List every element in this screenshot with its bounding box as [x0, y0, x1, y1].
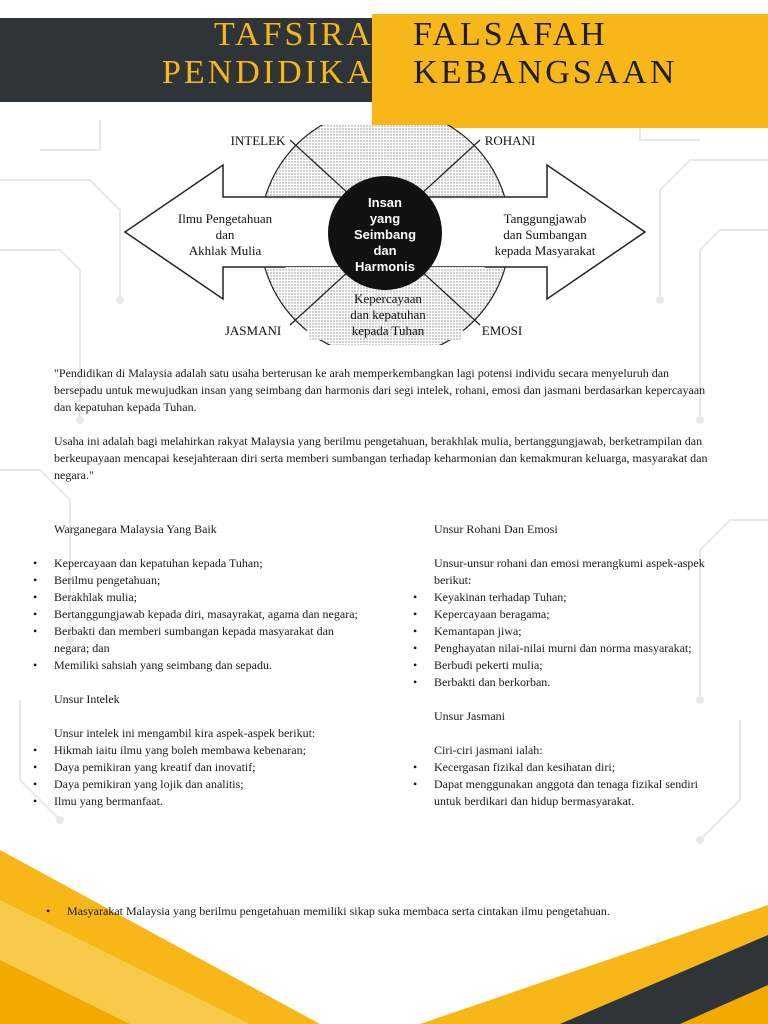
bullet-icon: • [33, 573, 38, 587]
list-item: • Berakhlak mulia; [33, 590, 137, 604]
intro-paragraph-1: "Pendidikan di Malaysia adalah satu usaha berterusan ke arah memperkembangkan lagi potensi individu secara menyeluruh dan bersepadu untuk mewujudkan insan yang seimbang dan harmonis dari segi intelek, rohani, emosi dan jasmani berdasarkan kepercayaan dan kepatuhan kepada Tuhan. [54, 366, 706, 414]
center-label-2: yang [369, 211, 401, 226]
intelek-title: Unsur Intelek [54, 692, 120, 706]
center-label-1: Insan [368, 195, 402, 210]
warganegara-list [33, 555, 368, 674]
list-item: • Penghayatan nilai-nilai murni dan norma masyarakat; [413, 641, 692, 655]
jasmani-title: Unsur Jasmani [434, 709, 505, 723]
bullet-icon: • [33, 794, 38, 808]
bullet-icon: • [413, 641, 418, 655]
bottom-text-1: Kepercayaan [354, 291, 422, 306]
rohani-title: Unsur Rohani Dan Emosi [434, 522, 558, 536]
page-title-line-1: TAFSIRAN FALSAFAH [214, 16, 608, 53]
bullet-icon: • [33, 556, 38, 570]
label-rohani: ROHANI [484, 133, 536, 148]
list-item: • Berbudi pekerti mulia; [413, 658, 543, 672]
page-title-line-2: PENDIDIKAN KEBANGSAAN [162, 54, 678, 91]
bottom-note [46, 903, 726, 920]
bottom-text-3: kepada Tuhan [351, 323, 425, 338]
bullet-icon: • [413, 607, 418, 621]
list-item: • Daya pemikiran yang kreatif dan inovatif; [33, 760, 256, 774]
list-item: • Kepercayaan dan kepatuhan kepada Tuhan; [33, 556, 263, 570]
bottom-note-list [46, 903, 726, 920]
bullet-icon: • [33, 624, 38, 638]
jasmani-list [413, 759, 713, 810]
bullet-icon: • [33, 658, 38, 672]
bullet-icon: • [33, 743, 38, 757]
bullet-icon: • [33, 607, 38, 621]
list-item: • Berilmu pengetahuan; [33, 573, 161, 587]
bullet-icon: • [46, 904, 51, 918]
bullet-icon: • [413, 590, 418, 604]
intelek-intro: Unsur intelek ini mengambil kira aspek-aspek berikut: [54, 726, 316, 740]
list-item: • Masyarakat Malaysia yang berilmu pengetahuan memiliki sikap suka membaca serta cintakan ilmu pengetahuan. [46, 904, 610, 918]
list-item: • Daya pemikiran yang lojik dan analitis; [33, 777, 244, 791]
bullet-icon: • [33, 777, 38, 791]
center-label-4: dan [373, 243, 397, 258]
label-intelek: INTELEK [230, 133, 286, 148]
list-item: • Memiliki sahsiah yang seimbang dan sepadu. [33, 658, 272, 672]
bottom-text-2: dan kepatuhan [350, 307, 426, 322]
bullet-icon: • [413, 760, 418, 774]
bullet-icon: • [413, 624, 418, 638]
list-item: • Dapat menggunakan anggota dan tenaga fizikal sendiri untuk berdikari dan hidup bermasyarakat. [413, 777, 698, 808]
center-label-3: Seimbang [353, 227, 417, 242]
label-emosi: EMOSI [481, 323, 523, 338]
list-item: • Ilmu yang bermanfaat. [33, 794, 163, 808]
right-column [413, 521, 713, 810]
jasmani-intro: Ciri-ciri jasmani ialah: [434, 743, 543, 757]
list-item: • Berbakti dan memberi sumbangan kepada masyarakat dan negara; dan [33, 624, 334, 655]
list-item: • Bertanggungjawab kepada diri, masayrakat, agama dan negara; [33, 607, 358, 621]
rohani-intro: Unsur-unsur rohani dan emosi merangkumi aspek-aspek berikut: [434, 556, 705, 587]
intro-paragraph-2: Usaha ini adalah bagi melahirkan rakyat Malaysia yang berilmu pengetahuan, berakhlak mulia, bertanggungjawab, berketrampilan dan berkeupayaan mencapai kesejahteraan diri serta memberi sumbangan terhadap keharmonian dan kemakmuran keluarga, masyarakat dan negara." [54, 434, 708, 482]
list-item: • Berbakti dan berkorban. [413, 675, 551, 689]
bullet-icon: • [413, 658, 418, 672]
left-text-1: Ilmu Pengetahuan [177, 211, 273, 226]
bullet-icon: • [33, 590, 38, 604]
left-text-2: dan [215, 227, 235, 242]
fpk-diagram [120, 125, 650, 345]
bullet-icon: • [413, 675, 418, 689]
warganegara-title: Warganegara Malaysia Yang Baik [54, 522, 217, 536]
list-item: • Kemantapan jiwa; [413, 624, 522, 638]
bullet-icon: • [413, 777, 418, 791]
list-item: • Kepercayaan beragama; [413, 607, 550, 621]
intro-text [54, 365, 718, 501]
label-jasmani: JASMANI [224, 323, 282, 338]
rohani-list [413, 589, 713, 691]
intelek-list [33, 742, 368, 810]
list-item: • Kecergasan fizikal dan kesihatan diri; [413, 760, 616, 774]
list-item: • Keyakinan terhadap Tuhan; [413, 590, 567, 604]
bullet-icon: • [33, 760, 38, 774]
right-text-1: Tanggungjawab [503, 211, 587, 226]
left-column [33, 521, 368, 810]
center-label-5: Harmonis [355, 259, 415, 274]
list-item: • Hikmah iaitu ilmu yang boleh membawa kebenaran; [33, 743, 306, 757]
right-text-2: dan Sumbangan [503, 227, 587, 242]
left-text-3: Akhlak Mulia [188, 243, 262, 258]
right-text-3: kepada Masyarakat [494, 243, 596, 258]
